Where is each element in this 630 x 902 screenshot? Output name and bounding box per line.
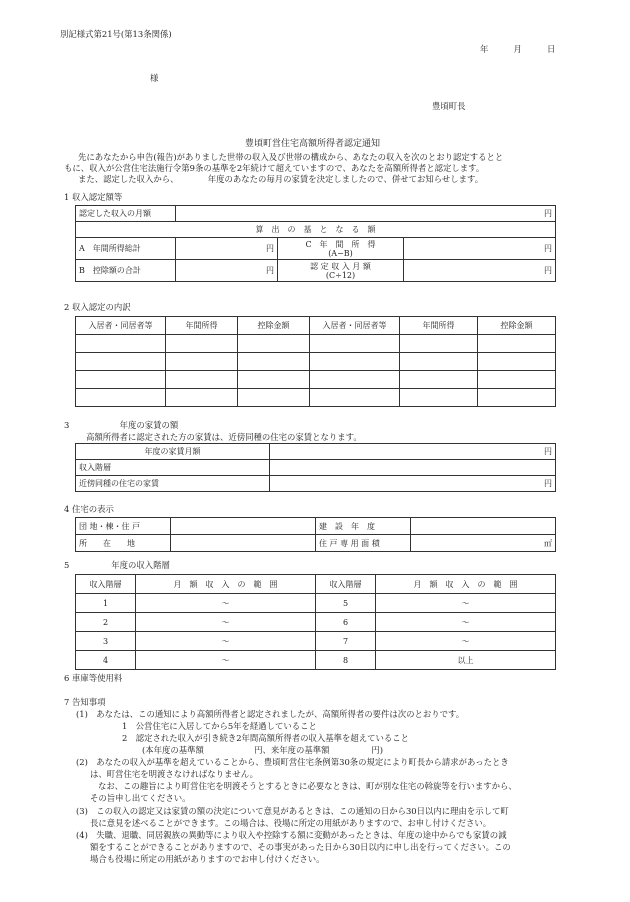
- location-label: 団 地・棟・住 戸: [76, 518, 171, 535]
- intro-line-3: また、認定した収入から、 年度のあなたの毎月の家賃を決定しましたので、併せてお知らせします。: [78, 174, 484, 184]
- section-3-note: 高額所得者に認定された方の家賃は、近傍同種の住宅の家賃となります。: [86, 432, 362, 442]
- annual-income-total-label: A 年間所得総計: [76, 238, 176, 260]
- notice-item-2-note: なお、この趣旨により町営住宅を明渡そうとするときに必要なときは、町が別な住宅の斡旋等を行いますから、: [98, 781, 517, 791]
- rent-table: [75, 443, 556, 492]
- range-cell: 〜: [136, 613, 316, 632]
- class-col-header: 収入階層: [76, 575, 136, 594]
- page-title: 豊頃町営住宅高額所得者認定通知: [245, 139, 381, 149]
- notice-item-4-cont: 額をすることができることがありますので、その事実があった日から30日以内に申し出を行ってください。この: [90, 842, 511, 852]
- breakdown-col-member: 入居者・同居者等: [76, 317, 166, 335]
- table-row: [76, 389, 556, 407]
- intro-line-1: 先にあなたから申告(報告)がありました世帯の収入及び世帯の構成から、あなたの収入を次のとおり認定するとと: [78, 152, 504, 162]
- breakdown-col-member: 入居者・同居者等: [310, 317, 400, 335]
- class-cell: 2: [76, 613, 136, 632]
- table-row: [76, 371, 556, 389]
- notice-item-1-basis: (本年度の基準額 円、来年度の基準額 円): [142, 745, 384, 755]
- section-1-heading: 1 収入認定額等: [64, 192, 123, 202]
- class-cell: 4: [76, 651, 136, 670]
- notice-item-3: (3) この収入の認定又は家賃の額の決定について意見があるときは、この通知の日から30日以内に理由を示して町: [76, 806, 509, 816]
- class-cell: 7: [316, 632, 376, 651]
- form-number: 別記様式第21号(第13条関係): [60, 29, 172, 39]
- range-cell: 以上: [376, 651, 556, 670]
- annual-income-yen: 円: [404, 238, 556, 260]
- breakdown-col-deduction: 控除金額: [478, 317, 556, 335]
- housing-table: [75, 517, 556, 552]
- section-6-heading: 6 車庫等使用料: [64, 673, 123, 683]
- class-cell: 3: [76, 632, 136, 651]
- section-4-heading: 4 住宅の表示: [64, 504, 114, 514]
- range-cell: 〜: [376, 594, 556, 613]
- address-label: 所 在 地: [76, 535, 171, 552]
- built-year-value: [411, 518, 556, 535]
- notice-item-3-cont: 長に意見を述べることができます。この場合は、役場に所定の用紙がありますので、お申し付けください。: [90, 818, 492, 828]
- address-value: [171, 535, 316, 552]
- notice-item-2-cont: は、町営住宅を明渡さなければなりません。: [90, 769, 259, 779]
- table-row: [76, 353, 556, 371]
- income-class-value: [270, 460, 556, 476]
- addressee-suffix: 様: [150, 73, 159, 83]
- class-cell: 1: [76, 594, 136, 613]
- notice-item-1-1: 1 公営住宅に入居してから5年を経過していること: [122, 721, 317, 731]
- table-row: [76, 594, 556, 613]
- income-class-label: 収入階層: [76, 460, 270, 476]
- income-breakdown-table: [75, 316, 556, 407]
- rent-monthly-label: 年度の家賃月額: [76, 444, 270, 460]
- rent-monthly-yen: 円: [270, 444, 556, 460]
- breakdown-col-deduction: 控除金額: [238, 317, 310, 335]
- monthly-income-yen: 円: [176, 206, 556, 222]
- date-line: 年 月 日: [480, 44, 556, 54]
- notice-item-2-note-cont: その旨申し出てください。: [90, 793, 191, 803]
- income-class-table: [75, 574, 556, 670]
- basis-header: 算 出 の 基 と な る 額: [76, 222, 556, 238]
- section-3-heading: 3 年度の家賃の額: [64, 420, 179, 430]
- breakdown-col-income: 年間所得: [166, 317, 238, 335]
- range-cell: 〜: [376, 632, 556, 651]
- notice-item-4: (4) 失職、退職、同居親族の異動等により収入や控除する額に変動があったときは、年度の途中からでも家賃の減: [76, 830, 507, 840]
- class-cell: 8: [316, 651, 376, 670]
- built-year-label: 建 設 年 度: [316, 518, 411, 535]
- range-cell: 〜: [136, 632, 316, 651]
- intro-line-2: もに、収入が公営住宅法施行令第9条の基準を2年続けて超えていますので、あなたを高額所得者と認定します。: [64, 163, 485, 173]
- range-col-header: 月 額 収 入 の 範 囲: [376, 575, 556, 594]
- notice-item-2: (2) あなたの収入が基準を超えていることから、豊頃町営住宅条例第30条の規定により町長から請求があったとき: [76, 757, 509, 767]
- market-rent-yen: 円: [270, 476, 556, 492]
- notice-item-1: (1) あなたは、この通知により高額所得者と認定されましたが、高額所得者の要件は次のとおりです。: [76, 709, 465, 719]
- certified-monthly-yen: 円: [404, 260, 556, 282]
- range-cell: 〜: [136, 651, 316, 670]
- class-cell: 5: [316, 594, 376, 613]
- floor-area-unit: ㎡: [411, 535, 556, 552]
- annual-income-total-yen: 円: [176, 238, 278, 260]
- table-row: [76, 335, 556, 353]
- certified-monthly-label: 認 定 収 入 月 額 (C÷12): [278, 260, 404, 282]
- range-col-header: 月 額 収 入 の 範 囲: [136, 575, 316, 594]
- section-2-heading: 2 収入認定の内訳: [64, 302, 131, 312]
- deduction-total-yen: 円: [176, 260, 278, 282]
- monthly-income-label: 認定した収入の月額: [76, 206, 176, 222]
- market-rent-label: 近傍同種の住宅の家賃: [76, 476, 270, 492]
- range-cell: 〜: [376, 613, 556, 632]
- notice-item-4-cont-2: 場合も役場に所定の用紙がありますのでお申し付けください。: [90, 854, 325, 864]
- range-cell: 〜: [136, 594, 316, 613]
- annual-income-label: C 年 間 所 得 (A−B): [278, 238, 404, 260]
- location-value: [171, 518, 316, 535]
- table-row: [76, 651, 556, 670]
- breakdown-col-income: 年間所得: [400, 317, 478, 335]
- floor-area-label: 住 戸 専 用 面 積: [316, 535, 411, 552]
- notice-item-1-2: 2 認定された収入が引き続き2年間高額所得者の収入基準を超えていること: [122, 733, 410, 743]
- section-7-heading: 7 告知事項: [64, 697, 106, 707]
- issuer: 豊頃町長: [432, 101, 466, 111]
- income-table: [75, 205, 556, 282]
- deduction-total-label: B 控除額の合計: [76, 260, 176, 282]
- section-5-heading: 5 年度の収入階層: [64, 560, 170, 570]
- table-row: [76, 613, 556, 632]
- class-col-header: 収入階層: [316, 575, 376, 594]
- class-cell: 6: [316, 613, 376, 632]
- table-row: [76, 632, 556, 651]
